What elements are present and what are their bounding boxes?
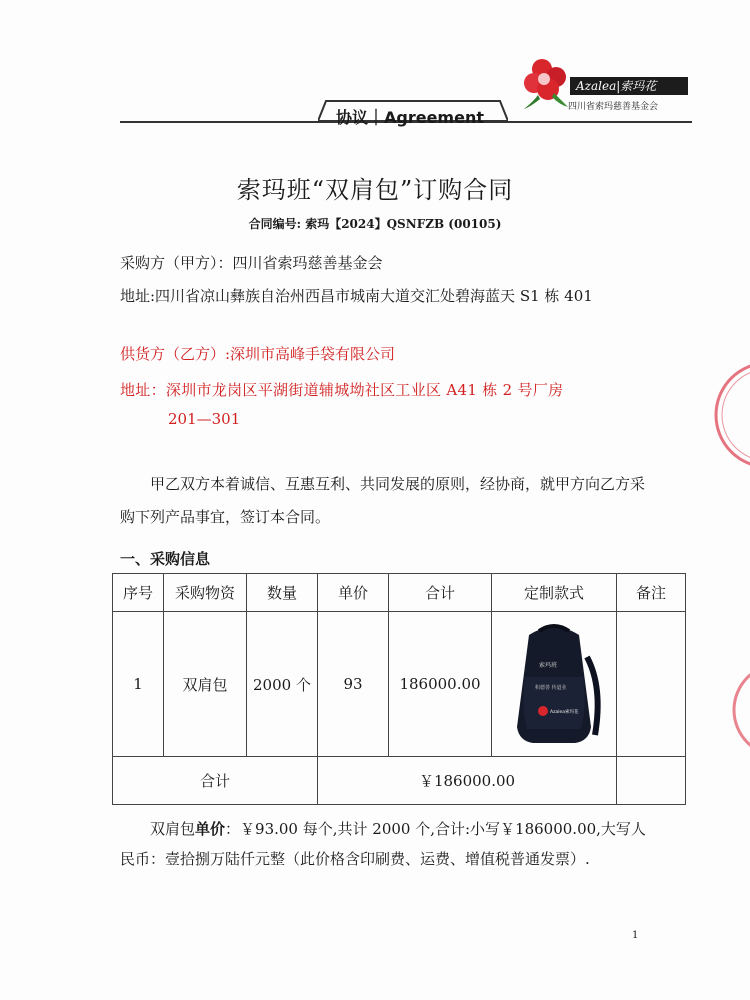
goods-table (112, 573, 686, 805)
bag-print-title: 索玛班 (539, 662, 558, 669)
seal-stamp-lower (730, 660, 750, 760)
cell-price: 93 (318, 612, 389, 757)
page-number: 1 (632, 930, 639, 941)
bag-print-logo: Azalea索玛花 (550, 710, 579, 715)
agreement-tab-label: 协议｜Agreement (336, 108, 484, 127)
section-heading-purchase: 一、采购信息 (120, 550, 211, 568)
seal-stamp (708, 355, 750, 475)
summary-text: ：￥93.00 每个,共计 2000 个,合计:小写￥186000.00,大写人民币：壹拾捌万陆仟元整（此价格含印刷费、运费、增值税普通发票）. (120, 820, 646, 868)
col-header: 序号 (113, 574, 164, 612)
col-header: 单价 (318, 574, 389, 612)
table-total-row (113, 757, 686, 805)
document-title: 索玛班“双肩包”订购合同 (236, 176, 514, 204)
total-note (617, 757, 686, 805)
col-header: 合计 (389, 574, 492, 612)
table-header-row (113, 574, 686, 612)
backpack-image (499, 617, 609, 747)
total-value: ￥186000.00 (318, 757, 617, 805)
col-header: 数量 (247, 574, 318, 612)
summary-bold: 单价 (195, 820, 226, 838)
total-label: 合计 (113, 757, 318, 805)
summary-prefix: 双肩包 (150, 820, 196, 838)
cell-no: 1 (113, 612, 164, 757)
cell-note (617, 612, 686, 757)
supplier-address-cont: 201—301 (168, 410, 241, 428)
brand-name: Azalea|索玛花 (570, 77, 688, 95)
supplier-line: 供货方（乙方）:深圳市高峰手袋有限公司 (120, 345, 396, 363)
cell-total: 186000.00 (389, 612, 492, 757)
buyer-line: 采购方（甲方）：四川省索玛慈善基金会 (120, 254, 383, 272)
col-header: 定制款式 (492, 574, 617, 612)
cell-style (492, 612, 617, 757)
bag-print-slogan: 积德善 传道业 (535, 685, 567, 691)
brand-subtitle: 四川省索玛慈善基金会 (568, 102, 659, 112)
price-summary (120, 814, 650, 874)
buyer-address: 地址:四川省凉山彝族自治州西昌市城南大道交汇处碧海蓝天 S1 栋 401 (120, 287, 593, 305)
col-header: 备注 (617, 574, 686, 612)
supplier-address: 地址：深圳市龙岗区平湖街道辅城坳社区工业区 A41 栋 2 号厂房 (120, 381, 564, 399)
foundation-logo (520, 55, 690, 115)
cell-item: 双肩包 (164, 612, 247, 757)
cell-qty: 2000 个 (247, 612, 318, 757)
col-header: 采购物资 (164, 574, 247, 612)
contract-number: 合同编号: 索玛【2024】QSNFZB (00105) (248, 217, 502, 231)
intro-paragraph: 甲乙双方本着诚信、互惠互利、共同发展的原则，经协商，就甲方向乙方采购下列产品事宜，签订本合同。 (120, 475, 646, 526)
table-row (113, 612, 686, 757)
